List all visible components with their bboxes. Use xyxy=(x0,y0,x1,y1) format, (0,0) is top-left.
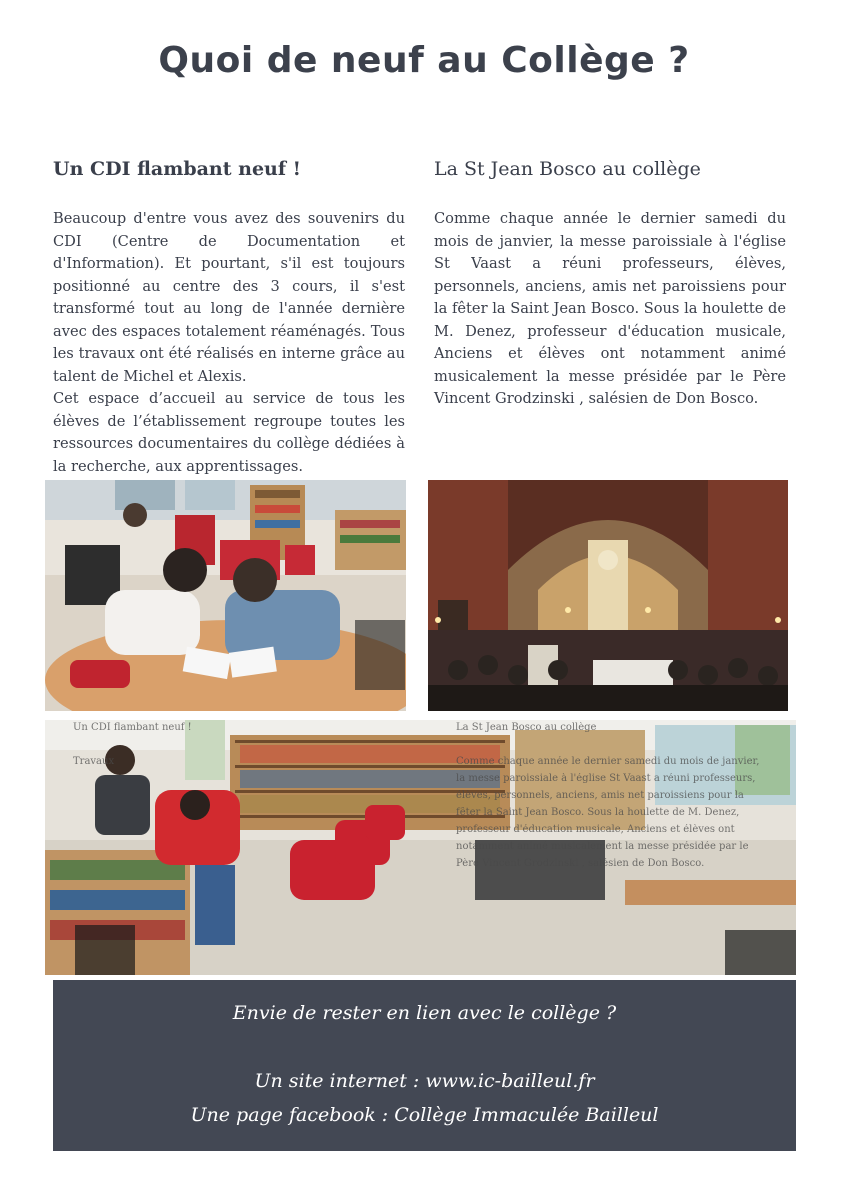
article-jean-bosco-heading: La St Jean Bosco au collège xyxy=(434,158,701,180)
overlay-right-line-5: professeur d'éducation musicale, Anciens et élèves ont xyxy=(456,824,735,835)
overlay-left-heading: Un CDI flambant neuf ! xyxy=(73,722,192,733)
article-cdi-paragraph-1: Beaucoup d'entre vous avez des souvenirs du CDI (Centre de Documentation et d'Information). Et pourtant, s'il est toujours positionné au centre des 3 cours, il s'est transformé tout au long de l'année dernière avec des espaces totalement réaménagés. Tous les travaux ont été réalisés en interne grâce au talent de Michel et Alexis. xyxy=(53,210,405,385)
overlay-right-line-6: notamment animé musicalement la messe présidée par le xyxy=(456,841,749,852)
overlay-right-line-4: fêter la Saint Jean Bosco. Sous la houlette de M. Denez, xyxy=(456,807,740,818)
page-title: Quoi de neuf au Collège ? xyxy=(158,40,690,81)
overlay-right-line-3: élèves, personnels, anciens, amis net paroissiens pour la xyxy=(456,790,744,801)
article-cdi-paragraph-2: Cet espace d’accueil au service de tous les élèves de l’établissement regroupe toutes les ressources documentaires du collège dédiées à la recherche, aux apprentissages. xyxy=(53,390,405,475)
banner-headline: Envie de rester en lien avec le collège ? xyxy=(232,1002,617,1024)
article-cdi-heading: Un CDI flambant neuf ! xyxy=(53,158,301,180)
article-cdi xyxy=(53,158,405,478)
banner-website[interactable]: Un site internet : www.ic-bailleul.fr xyxy=(254,1070,595,1092)
overlay-left-text: Travaux xyxy=(73,756,115,767)
overlay-right-line-2: la messe paroissiale à l'église St Vaast a réuni professeurs, xyxy=(456,773,756,784)
overlay-right-heading: La St Jean Bosco au collège xyxy=(456,722,597,733)
banner-facebook[interactable]: Une page facebook : Collège Immaculée Bailleul xyxy=(190,1104,659,1126)
overlay-right-line-1: Comme chaque année le dernier samedi du mois de janvier, xyxy=(456,756,760,767)
article-jean-bosco-paragraph: Comme chaque année le dernier samedi du mois de janvier, la messe paroissiale à l'église St Vaast a réuni professeurs, élèves, personnels, anciens, amis net paroissiens pour la fêter la Saint Jean Bosco. Sous la houlette de M. Denez, professeur d'éducation musicale, Anciens et élèves ont notamment animé musicalement la messe présidée par le Père Vincent Grodzinski , salésien de Don Bosco. xyxy=(434,210,786,407)
photo-church-mass xyxy=(428,480,788,711)
photo-cdi-students xyxy=(45,480,406,711)
article-jean-bosco xyxy=(434,158,786,411)
contact-banner xyxy=(53,980,796,1151)
overlay-right-line-7: Père Vincent Grodzinski , salésien de Don Bosco. xyxy=(456,858,705,869)
